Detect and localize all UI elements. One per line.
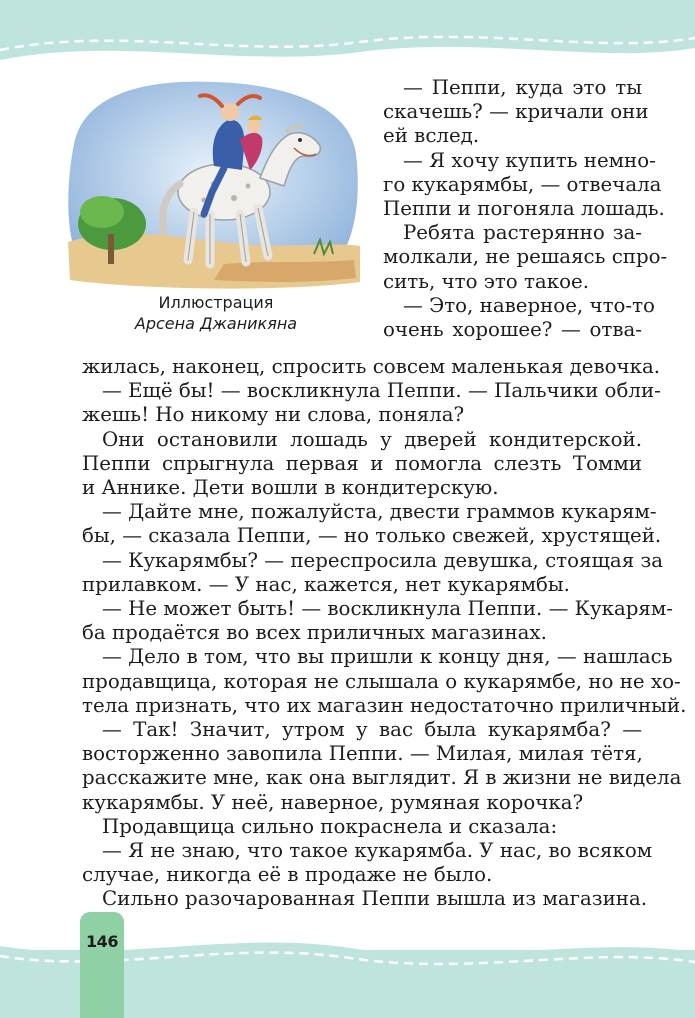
illustration-caption [96,292,336,334]
text-line: расскажите мне, как она выглядит. Я в жизни не видела [82,766,682,790]
text-line: кукарямбы. У неё, наверное, румяная корочка? [82,790,584,814]
text-line: и Аннике. Дети вошли в кондитерскую. [82,476,499,500]
text-line: — Я не знаю, что такое кукарямба. У нас, во всяком [102,839,653,863]
text-line: восторженно завопила Пеппи. — Милая, милая тётя, [82,742,643,766]
text-line: Сильно разочарованная Пеппи вышла из магазина. [102,887,648,911]
text-line: ей вслед. [383,124,480,148]
text-line: — Так! Значит, утром у вас была кукарямба? — [102,718,642,742]
text-line: прилавком. — У нас, кажется, нет кукарямбы. [82,572,570,596]
text-line: ба продаётся во всех приличных магазинах. [82,621,547,645]
text-line: — Пеппи, куда это ты [403,76,642,99]
text-line: Пеппи спрыгнула первая и помогла слезть Томми [82,451,642,475]
text-line: Продавщица сильно покраснела и сказала: [102,814,558,838]
text-line: молкали, не решаясь спро- [383,245,668,269]
text-line: жешь! Но никому ни слова, поняла? [82,403,465,427]
text-line: скачешь? — кричали они [383,100,649,124]
text-line: очень хорошее? — отва- [383,318,642,342]
text-line: — Кукарямбы? — переспросила девушка, стоящая за [102,548,664,572]
top-wave-decoration [0,30,695,78]
text-line: случае, никогда её в продаже не было. [82,863,493,887]
illustration-pippi-on-horse [64,74,364,290]
body-text [82,355,687,912]
caption-artist: Арсена Джаникяна [134,314,298,333]
text-line: — Не может быть! — воскликнула Пеппи. — Кукарям- [102,597,673,621]
page-number-tab [80,912,124,1018]
text-line: — Это, наверное, что-то [403,293,655,317]
text-line: сить, что это такое. [383,269,589,293]
text-line: бы, — сказала Пеппи, — но только свежей, хрустящей. [82,524,662,548]
text-line: — Дело в том, что вы пришли к концу дня, — нашлась [102,645,673,669]
text-line: го кукарямбы, — отвечала [383,172,662,196]
text-line: продавщица, которая не слышала о кукарямбе, но не хо- [82,669,681,693]
text-column-right [383,76,668,342]
text-line: Они остановили лошадь у дверей кондитерской. [102,427,642,451]
text-line: жилась, наконец, спросить совсем маленькая девочка. [82,355,661,378]
text-line: — Дайте мне, пожалуйста, двести граммов кукарям- [102,500,657,524]
text-line: — Я хочу купить немно- [403,148,656,172]
text-line: — Ещё бы! — воскликнула Пеппи. — Пальчики обли- [102,379,661,403]
page-number: 146 [86,932,118,951]
text-line: Ребята растерянно за- [403,221,642,245]
text-line: Пеппи и погоняла лошадь. [383,197,665,221]
text-line: тела признать, что их магазин недостаточно приличный. [82,693,687,717]
caption-label: Иллюстрация [158,293,274,312]
